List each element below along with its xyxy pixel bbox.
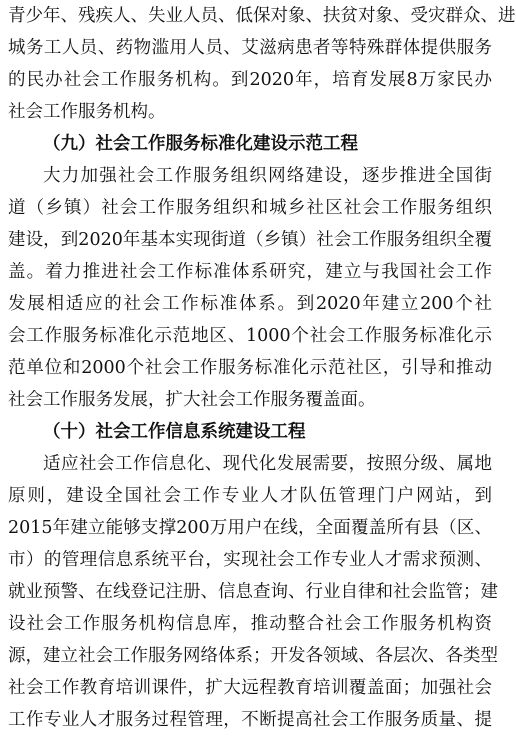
text-line: 就业预警、在线登记注册、信息查询、行业自律和社会监管；建 <box>8 582 498 602</box>
text-line: 适应社会工作信息化、现代化发展需要，按照分级、属地 <box>43 454 492 474</box>
text-line: 社会工作服务发展，扩大社会工作服务覆盖面。 <box>8 390 376 410</box>
text-line: 社会工作教育培训课件，扩大远程教育培训覆盖面；加强社会 <box>8 678 492 698</box>
text-line: 建设，到2020年基本实现街道（乡镇）社会工作服务组织全覆 <box>8 230 492 250</box>
text-line: 范单位和2000个社会工作服务标准化示范社区，引导和推动 <box>8 358 492 378</box>
text-line: 的民办社会工作服务机构。到2020年，培育发展8万家民办 <box>8 70 492 90</box>
text-line: 设社会工作服务机构信息库，推动整合社会工作服务机构资 <box>8 614 492 634</box>
text-line: 盖。着力推进社会工作标准体系研究，建立与我国社会工作 <box>8 262 492 282</box>
text-line: 道（乡镇）社会工作服务组织和城乡社区社会工作服务组织 <box>8 198 492 218</box>
text-line: 市）的管理信息系统平台，实现社会工作专业人才需求预测、 <box>8 550 492 570</box>
section-heading-10: （十）社会工作信息系统建设工程 <box>43 422 306 442</box>
text-line: 源，建立社会工作服务网络体系；开发各领域、各层次、各类型 <box>8 646 498 666</box>
text-line: 会工作服务标准化示范地区、1000个社会工作服务标准化示 <box>8 326 492 346</box>
text-line: 大力加强社会工作服务组织网络建设，逐步推进全国街 <box>43 166 492 186</box>
section-heading-9: （九）社会工作服务标准化建设示范工程 <box>43 134 358 154</box>
text-line: 社会工作服务机构。 <box>8 102 166 122</box>
text-line: 发展相适应的社会工作标准体系。到2020年建立200个社 <box>8 294 492 314</box>
text-line: 城务工人员、药物滥用人员、艾滋病患者等特殊群体提供服务 <box>8 38 492 58</box>
text-line: 青少年、残疾人、失业人员、低保对象、扶贫对象、受灾群众、进 <box>8 6 516 26</box>
text-line: 原则，建设全国社会工作专业人才队伍管理门户网站，到 <box>8 486 492 506</box>
text-line: 2015年建立能够支撑200万用户在线，全面覆盖所有县（区、 <box>8 518 492 538</box>
text-line: 工作专业人才服务过程管理，不断提高社会工作服务质量、提 <box>8 710 492 730</box>
